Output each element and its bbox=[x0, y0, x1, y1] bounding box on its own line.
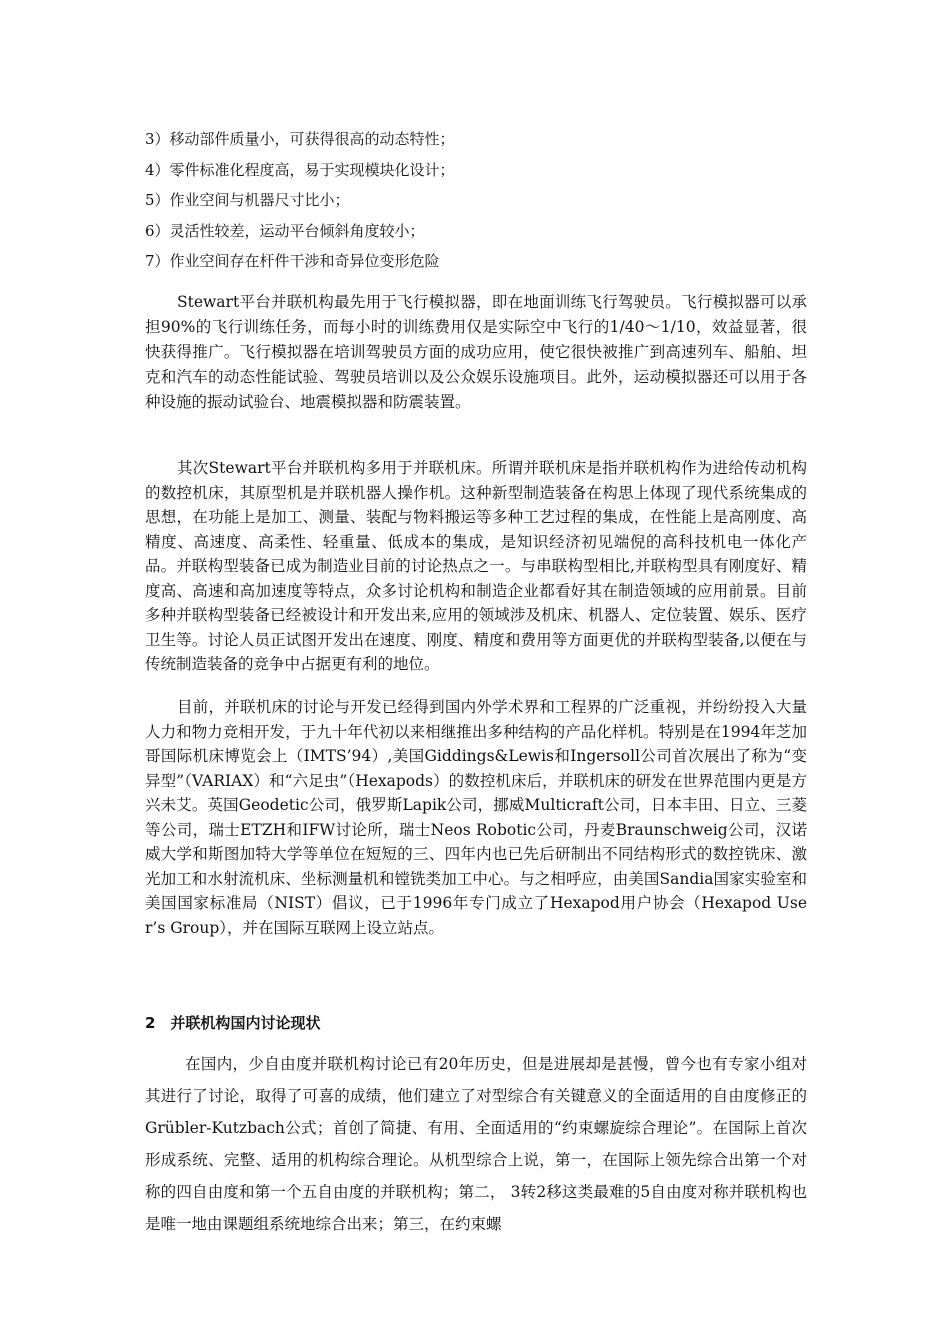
paragraph-domestic-research: 在国内，少自由度并联机构讨论已有20年历史，但是进展却是甚慢，曾今也有专家小组对其进行了讨论，取得了可喜的成绩，他们建立了对型综合有关键意义的全面适用的自由度修正的Grübler-Kutzbach公式；首创了简捷、有用、全面适用的“约束螺旋综合理论”。在国际上首次形成系统、完整、适用的机构综合理论。从机型综合上说，第一，在国际上领先综合出第一个对称的四自由度和第一个五自由度的并联机构；第二， 3转2移这类最难的5自由度对称并联机构也是唯一地由课题组系统地综合出来；第三，在约束螺 bbox=[145, 1055, 807, 1233]
paragraph-international-research: 目前，并联机床的讨论与开发已经得到国内外学术界和工程界的广泛重视，并纷纷投入大量人力和物力竞相开发，于九十年代初以来相继推出多种结构的产品化样机。特别是在1994年芝加哥国际机床博览会上（IMTS’94）,美国Giddings&Lewis和Ingersoll公司首次展出了称为“变异型”（VARIAX）和“六足虫”（Hexapods）的数控机床后，并联机床的研发在世界范围内更是方兴未艾。英国Geodetic公司，俄罗斯Lapik公司，挪威Multicraft公司，日本丰田、日立、三菱等公司，瑞士ETZH和IFW讨论所，瑞士Neos Robotic公司，丹麦Braunschweig公司，汉诺威大学和斯图加特大学等单位在短短的三、四年内也已先后研制出不同结构形式的数控铣床、激光加工和水射流机床、坐标测量机和镗铣类加工中心。与之相呼应，由美国Sandia国家实验室和美国国家标准局（NIST）倡议，已于1996年专门成立了Hexapod用户协会（Hexapod User’s Group），并在国际互联网上设立站点。 bbox=[145, 698, 808, 937]
paragraph-flight-simulator: Stewart平台并联机构最先用于飞行模拟器，即在地面训练飞行驾驶员。飞行模拟器可以承担90%的飞行训练任务，而每小时的训练费用仅是实际空中飞行的1/40～1/10，效益显著，很快获得推广。飞行模拟器在培训驾驶员方面的成功应用，使它很快被推广到高速列车、船舶、坦克和汽车的动态性能试验、驾驶员培训以及公众娱乐设施项目。此外，运动模拟器还可以用于各种设施的振动试验台、地震模拟器和防震装置。 bbox=[145, 293, 807, 411]
list-item: 5）作业空间与机器尺寸比小； bbox=[145, 191, 350, 209]
list-item: 4）零件标准化程度高，易于实现模块化设计； bbox=[145, 160, 455, 179]
list-item: 6）灵活性较差，运动平台倾斜角度较小； bbox=[145, 221, 425, 240]
paragraph-parallel-machine-tool: 其次Stewart平台并联机构多用于并联机床。所谓并联机床是指并联机构作为进给传动机构的数控机床，其原型机是并联机器人操作机。这种新型制造装备在构思上体现了现代系统集成的思想，在功能上是加工、测量、装配与物料搬运等多种工艺过程的集成，在性能上是高刚度、高精度、高速度、高柔性、轻重量、低成本的集成，是知识经济初见端倪的高科技机电一体化产品。并联构型装备已成为制造业目前的讨论热点之一。与串联构型相比,并联构型具有刚度好、精度高、高速和高加速度等特点，众多讨论机构和制造企业都看好其在制造领域的应用前景。目前多种并联构型装备已经被设计和开发出来,应用的领域涉及机床、机器人、定位装置、娱乐、医疗卫生等。讨论人员正试图开发出在速度、刚度、精度和费用等方面更优的并联构型装备,以便在与传统制造装备的竞争中占据更有利的地位。 bbox=[145, 459, 807, 673]
list-item: 7）作业空间存在杆件干涉和奇异位变形危险 bbox=[145, 252, 440, 270]
list-item: 3）移动部件质量小，可获得很高的动态特性； bbox=[145, 130, 455, 148]
section-heading: 2 并联机构国内讨论现状 bbox=[145, 1014, 321, 1032]
feature-list bbox=[145, 124, 805, 277]
